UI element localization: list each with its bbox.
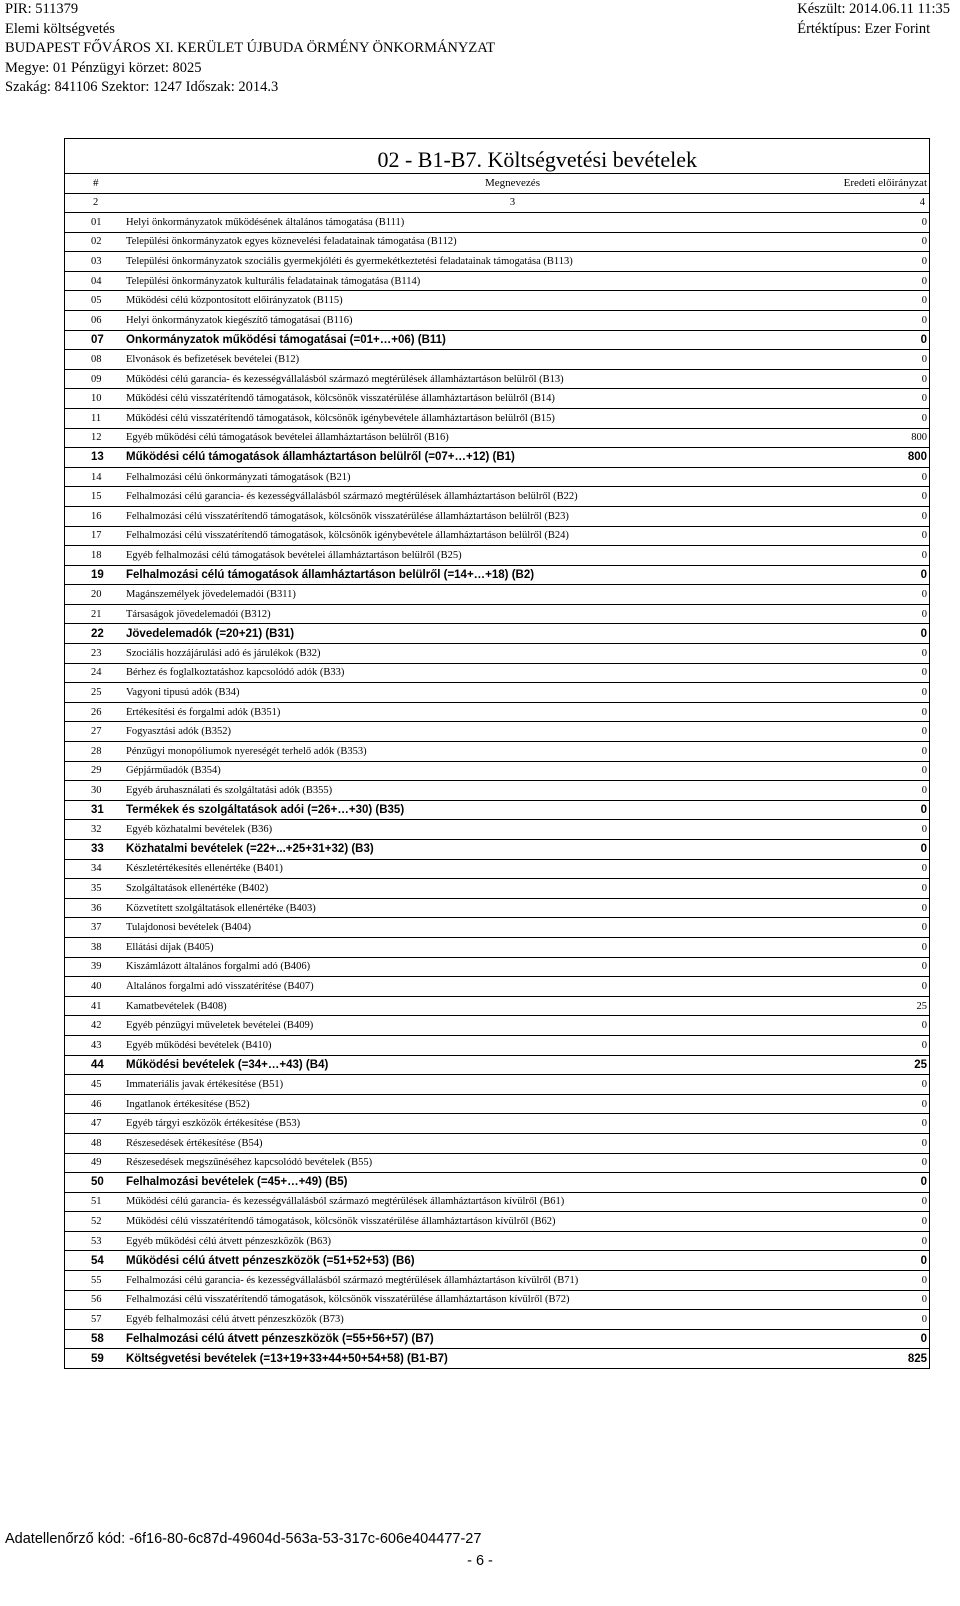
table-row-total: [65, 800, 929, 820]
row-value: 0: [920, 1333, 927, 1346]
row-label: Kamatbevételek (B408): [126, 1000, 227, 1012]
table-row: [65, 408, 929, 428]
row-value: 0: [921, 275, 927, 287]
row-number: 07: [91, 333, 104, 346]
row-value: 0: [921, 1118, 927, 1130]
row-label: Részesedések megszűnéséhez kapcsolódó bevételek (B55): [126, 1157, 373, 1169]
row-value: 25: [916, 1000, 927, 1012]
row-number: 50: [91, 1176, 104, 1189]
row-value: 0: [921, 1216, 927, 1228]
row-label: Egyéb működési célú támogatások bevételei államháztartáson belülről (B16): [126, 432, 449, 444]
row-value: 800: [911, 432, 927, 444]
row-value: 25: [914, 1058, 927, 1071]
row-number: 11: [91, 412, 102, 424]
row-label: Működési célú garancia- és kezességvállalásból származó megtérülések államháztartáson belülről (B13): [126, 373, 564, 385]
row-label: Tulajdonosi bevételek (B404): [126, 922, 252, 934]
row-number: 13: [91, 451, 104, 464]
row-value: 0: [920, 333, 927, 346]
row-value: 825: [907, 1352, 927, 1365]
row-label: Ellátási díjak (B405): [126, 941, 214, 953]
document-type: Elemi költségvetés: [5, 20, 115, 37]
table-row: [65, 604, 929, 624]
row-value: 0: [921, 726, 927, 738]
table-row: [65, 310, 929, 330]
row-value: 0: [920, 1254, 927, 1267]
row-value: 0: [921, 765, 927, 777]
row-value: 0: [920, 804, 927, 817]
table-row: [65, 1035, 929, 1055]
row-number: 52: [91, 1216, 102, 1228]
table-row: [65, 1309, 929, 1329]
row-value: 0: [921, 530, 927, 542]
column-number-num: 2: [93, 197, 99, 209]
row-value: 0: [921, 647, 927, 659]
row-value: 0: [921, 706, 927, 718]
table-row: [65, 721, 929, 741]
row-value: 0: [920, 843, 927, 856]
row-label: Gépjárműadók (B354): [126, 765, 221, 777]
row-label: Felhalmozási célú garancia- és kezességvállalásból származó megtérülések államháztartáson belülről (B22): [126, 491, 578, 503]
table-title: 02 - B1-B7. Költségvetési bevételek: [377, 147, 697, 172]
column-number-value: 4: [919, 197, 925, 209]
row-number: 51: [91, 1196, 102, 1208]
row-number: 19: [91, 568, 104, 581]
row-value: 0: [921, 922, 927, 934]
row-number: 05: [91, 295, 102, 307]
row-value: 0: [920, 627, 927, 640]
column-number-name: 3: [509, 197, 516, 209]
row-label: Szolgáltatások ellenértéke (B402): [126, 882, 269, 894]
row-value: 0: [921, 255, 927, 267]
created-date: Készült: 2014.06.11 11:35: [797, 1, 950, 17]
row-number: 23: [91, 647, 102, 659]
table-row: [65, 584, 929, 604]
row-value: 0: [921, 961, 927, 973]
row-value: 0: [921, 510, 927, 522]
row-label: Települési önkormányzatok kulturális feladatainak támogatása (B114): [126, 275, 421, 287]
row-number: 38: [91, 941, 102, 953]
row-value: 0: [920, 1176, 927, 1189]
table-row: [65, 996, 929, 1016]
row-label: Egyéb áruhasználati és szolgáltatási adók (B355): [126, 785, 333, 797]
row-number: 35: [91, 882, 102, 894]
row-label: Egyéb felhalmozási célú támogatások bevételei államháztartáson belülről (B25): [126, 549, 462, 561]
row-label: Vagyoni tipusú adók (B34): [126, 687, 240, 699]
row-number: 45: [91, 1078, 102, 1090]
table-row: [65, 1074, 929, 1094]
row-value: 0: [921, 373, 927, 385]
row-label: Egyéb pénzügyi műveletek bevételei (B409): [126, 1020, 314, 1032]
row-value: 0: [921, 1137, 927, 1149]
row-number: 30: [91, 785, 102, 797]
row-number: 33: [91, 843, 104, 856]
table-row: [65, 702, 929, 722]
table-row: [65, 1211, 929, 1231]
row-label: Működési célú átvett pénzeszközök (=51+52+53) (B6): [126, 1254, 415, 1267]
row-number: 31: [91, 804, 104, 817]
row-value: 0: [921, 687, 927, 699]
row-label: Települési önkormányzatok szociális gyermekjóléti és gyermekétkeztetési feladatainak támogatása (B113): [126, 255, 573, 267]
row-label: Egyéb felhalmozási célú átvett pénzeszközök (B73): [126, 1314, 344, 1326]
row-label: Települési önkormányzatok egyes köznevelési feladatainak támogatása (B112): [126, 236, 457, 248]
column-header-num: #: [93, 177, 99, 190]
row-number: 55: [91, 1274, 102, 1286]
table-row: [65, 957, 929, 977]
table-row: [65, 428, 929, 448]
table-row: [65, 1133, 929, 1153]
table-row-total: [65, 839, 929, 859]
row-number: 42: [91, 1020, 102, 1032]
table-row: [65, 486, 929, 506]
table-row: [65, 271, 929, 291]
page-number: - 6 -: [467, 1553, 493, 1569]
row-value: 0: [921, 667, 927, 679]
row-value: 0: [921, 295, 927, 307]
row-label: Működési célú támogatások államháztartáson belülről (=07+…+12) (B1): [126, 451, 515, 464]
row-number: 20: [91, 589, 102, 601]
organization-name: BUDAPEST FŐVÁROS XI. KERÜLET ÚJBUDA ÖRMÉNY ÖNKORMÁNYZAT: [5, 40, 495, 56]
table-row: [65, 526, 929, 546]
row-label: Egyéb közhatalmi bevételek (B36): [126, 824, 273, 836]
row-label: Egyéb működési célú átvett pénzeszközök (B63): [126, 1235, 331, 1247]
row-label: Költségvetési bevételek (=13+19+33+44+50+54+58) (B1-B7): [126, 1352, 448, 1365]
row-number: 06: [91, 314, 102, 326]
row-value: 0: [921, 1314, 927, 1326]
row-number: 21: [91, 608, 102, 620]
row-value: 0: [921, 491, 927, 503]
row-label: Felhalmozási célú átvett pénzeszközök (=55+56+57) (B7): [126, 1333, 434, 1346]
row-number: 29: [91, 765, 102, 777]
row-number: 18: [91, 549, 102, 561]
table-row: [65, 349, 929, 369]
table-row: [65, 682, 929, 702]
row-number: 26: [91, 706, 102, 718]
value-type: Értéktípus: Ezer Forint: [797, 20, 931, 37]
row-number: 46: [91, 1098, 102, 1110]
table-row: [65, 643, 929, 663]
column-header-name: Megnevezés: [485, 177, 540, 190]
row-value: 0: [921, 1294, 927, 1306]
row-label: Részesedések értékesítése (B54): [126, 1137, 263, 1149]
row-value: 0: [921, 863, 927, 875]
table-row-total: [65, 1250, 929, 1270]
row-label: Egyéb tárgyi eszközök értékesítése (B53): [126, 1118, 301, 1130]
row-number: 03: [91, 255, 102, 267]
row-number: 14: [91, 471, 102, 483]
row-value: 0: [921, 589, 927, 601]
row-label: Felhalmozási célú garancia- és kezességvállalásból származó megtérülések államháztartáson kívülről (B71): [126, 1274, 579, 1286]
row-number: 49: [91, 1157, 102, 1169]
row-label: Kiszámlázott általános forgalmi adó (B406): [126, 961, 311, 973]
row-label: Felhalmozási célú visszatérítendő támogatások, kölcsönök visszatérülése államháztartáson kívülről (B72): [126, 1294, 570, 1306]
row-number: 22: [91, 627, 104, 640]
table-row-total: [65, 565, 929, 585]
row-label: Működési célú visszatérítendő támogatások, kölcsönök visszatérülése államháztartáson belülről (B14): [126, 393, 555, 405]
row-label: Értékesítési és forgalmi adók (B351): [126, 706, 281, 718]
row-value: 0: [921, 1020, 927, 1032]
row-number: 10: [91, 393, 102, 405]
table-row-total: [65, 330, 929, 350]
table-row: [65, 761, 929, 781]
row-label: Egyéb működési bevételek (B410): [126, 1039, 272, 1051]
table-row: [65, 1094, 929, 1114]
row-number: 40: [91, 980, 102, 992]
row-value: 0: [921, 980, 927, 992]
table-row: [65, 1113, 929, 1133]
table-row: [65, 1153, 929, 1173]
row-label: Társaságok jövedelemadói (B312): [126, 608, 271, 620]
row-label: Helyi önkormányzatok működésének általános támogatása (B111): [126, 216, 405, 228]
row-label: Működési bevételek (=34+…+43) (B4): [126, 1058, 329, 1071]
table-row: [65, 251, 929, 271]
row-label: Működési célú visszatérítendő támogatások, kölcsönök igénybevétele államháztartáson belülről (B15): [126, 412, 555, 424]
row-number: 41: [91, 1000, 102, 1012]
row-number: 56: [91, 1294, 102, 1306]
table-row: [65, 937, 929, 957]
table-row: [65, 506, 929, 526]
row-value: 0: [921, 1196, 927, 1208]
row-number: 16: [91, 510, 102, 522]
row-value: 0: [921, 314, 927, 326]
column-header-value: Eredeti előirányzat: [843, 177, 927, 190]
row-label: Felhalmozási célú visszatérítendő támogatások, kölcsönök visszatérülése államháztartáson belülről (B23): [126, 510, 569, 522]
table-row: [65, 917, 929, 937]
row-value: 0: [921, 1235, 927, 1247]
table-row: [65, 1270, 929, 1290]
table-row: [65, 663, 929, 683]
row-label: Működési célú visszatérítendő támogatások, kölcsönök visszatérülése államháztartáson kívülről (B62): [126, 1216, 556, 1228]
table-row: [65, 369, 929, 389]
row-label: Termékek és szolgáltatások adói (=26+…+30) (B35): [126, 804, 405, 817]
row-value: 0: [921, 608, 927, 620]
row-value: 0: [921, 1078, 927, 1090]
row-number: 27: [91, 726, 102, 738]
row-number: 57: [91, 1314, 102, 1326]
row-label: Szociális hozzájárulási adó és járulékok (B32): [126, 647, 321, 659]
row-number: 15: [91, 491, 102, 503]
row-value: 0: [921, 745, 927, 757]
table-row: [65, 859, 929, 879]
table-row: [65, 467, 929, 487]
row-label: Helyi önkormányzatok kiegészítő támogatásai (B116): [126, 314, 353, 326]
row-number: 32: [91, 824, 102, 836]
row-value: 0: [921, 824, 927, 836]
table-row: [65, 1231, 929, 1251]
table-body: [65, 212, 929, 1368]
row-value: 0: [921, 236, 927, 248]
row-number: 28: [91, 745, 102, 757]
table-row: [65, 819, 929, 839]
table-row: [65, 741, 929, 761]
table-row: [65, 212, 929, 232]
row-number: 59: [91, 1352, 104, 1365]
document-header-left: [5, 0, 495, 98]
row-value: 0: [921, 412, 927, 424]
table-row: [65, 898, 929, 918]
row-number: 36: [91, 902, 102, 914]
row-number: 58: [91, 1333, 104, 1346]
table-row: [65, 1015, 929, 1035]
revenue-table: [64, 138, 930, 1369]
row-label: Felhalmozási bevételek (=45+…+49) (B5): [126, 1176, 348, 1189]
table-row-total: [65, 1329, 929, 1349]
row-value: 0: [921, 1039, 927, 1051]
row-number: 54: [91, 1254, 104, 1267]
row-label: Közhatalmi bevételek (=22+...+25+31+32) (B3): [126, 843, 374, 856]
table-row: [65, 388, 929, 408]
table-row-total: [65, 447, 929, 467]
row-number: 02: [91, 236, 102, 248]
table-row-total: [65, 1055, 929, 1075]
row-label: Elvonások és befizetések bevételei (B12): [126, 353, 300, 365]
row-value: 0: [921, 353, 927, 365]
row-value: 800: [907, 451, 927, 464]
row-label: Immateriális javak értékesítése (B51): [126, 1078, 284, 1090]
row-value: 0: [921, 216, 927, 228]
column-number-row: [65, 193, 929, 213]
row-number: 39: [91, 961, 102, 973]
row-number: 08: [91, 353, 102, 365]
row-number: 53: [91, 1235, 102, 1247]
row-value: 0: [921, 1098, 927, 1110]
row-number: 34: [91, 863, 102, 875]
row-label: Általános forgalmi adó visszatérítése (B407): [126, 980, 314, 992]
row-number: 24: [91, 667, 102, 679]
row-value: 0: [921, 471, 927, 483]
row-number: 12: [91, 432, 102, 444]
row-value: 0: [921, 785, 927, 797]
row-label: Pénzügyi monopóliumok nyereségét terhelő adók (B353): [126, 745, 367, 757]
row-value: 0: [921, 882, 927, 894]
row-value: 0: [921, 549, 927, 561]
row-label: Jövedelemadók (=20+21) (B31): [126, 627, 295, 640]
row-label: Készletértékesítés ellenértéke (B401): [126, 863, 283, 875]
row-number: 43: [91, 1039, 102, 1051]
table-row: [65, 545, 929, 565]
row-value: 0: [921, 902, 927, 914]
validation-code: Adatellenőrző kód: -6f16-80-6c87d-49604d-563a-53-317c-606e404477-27: [5, 1531, 482, 1547]
row-number: 04: [91, 275, 102, 287]
row-number: 25: [91, 687, 102, 699]
row-label: Felhalmozási célú önkormányzati támogatások (B21): [126, 471, 351, 483]
document-header-right: [797, 0, 950, 39]
row-value: 0: [921, 1274, 927, 1286]
table-row-total: [65, 623, 929, 643]
table-row: [65, 1290, 929, 1310]
row-number: 09: [91, 373, 102, 385]
table-row-total: [65, 1348, 929, 1368]
row-label: Fogyasztási adók (B352): [126, 726, 231, 738]
row-number: 01: [91, 216, 102, 228]
table-row: [65, 780, 929, 800]
row-value: 0: [921, 1157, 927, 1169]
table-row: [65, 232, 929, 252]
table-header-row: [65, 173, 929, 193]
row-label: Bérhez és foglalkoztatáshoz kapcsolódó adók (B33): [126, 667, 345, 679]
row-label: Működési célú központosított előirányzatok (B115): [126, 295, 343, 307]
row-label: Működési célú garancia- és kezességvállalásból származó megtérülések államháztartáson kívülről (B61): [126, 1196, 565, 1208]
row-label: Magánszemélyek jövedelemadói (B311): [126, 589, 296, 601]
row-label: Felhalmozási célú támogatások államháztartáson belülről (=14+…+18) (B2): [126, 568, 535, 581]
row-value: 0: [921, 393, 927, 405]
row-label: Felhalmozási célú visszatérítendő támogatások, kölcsönök igénybevétele államháztartáson belülről (B24): [126, 530, 569, 542]
sector-line: Szakág: 841106 Szektor: 1247 Időszak: 2014.3: [5, 79, 279, 95]
table-row: [65, 976, 929, 996]
row-value: 0: [921, 941, 927, 953]
table-row: [65, 290, 929, 310]
table-row: [65, 1192, 929, 1212]
row-label: Ingatlanok értékesítése (B52): [126, 1098, 250, 1110]
county-line: Megye: 01 Pénzügyi körzet: 8025: [5, 59, 202, 76]
row-number: 44: [91, 1058, 104, 1071]
row-number: 17: [91, 530, 102, 542]
table-row-total: [65, 1172, 929, 1192]
row-number: 37: [91, 922, 102, 934]
row-number: 48: [91, 1137, 102, 1149]
row-label: Közvetített szolgáltatások ellenértéke (B403): [126, 902, 316, 914]
table-row: [65, 878, 929, 898]
row-value: 0: [920, 568, 927, 581]
row-number: 47: [91, 1118, 102, 1130]
row-label: Önkormányzatok működési támogatásai (=01+…+06) (B11): [126, 333, 446, 346]
pir-line: PIR: 511379: [5, 1, 79, 17]
